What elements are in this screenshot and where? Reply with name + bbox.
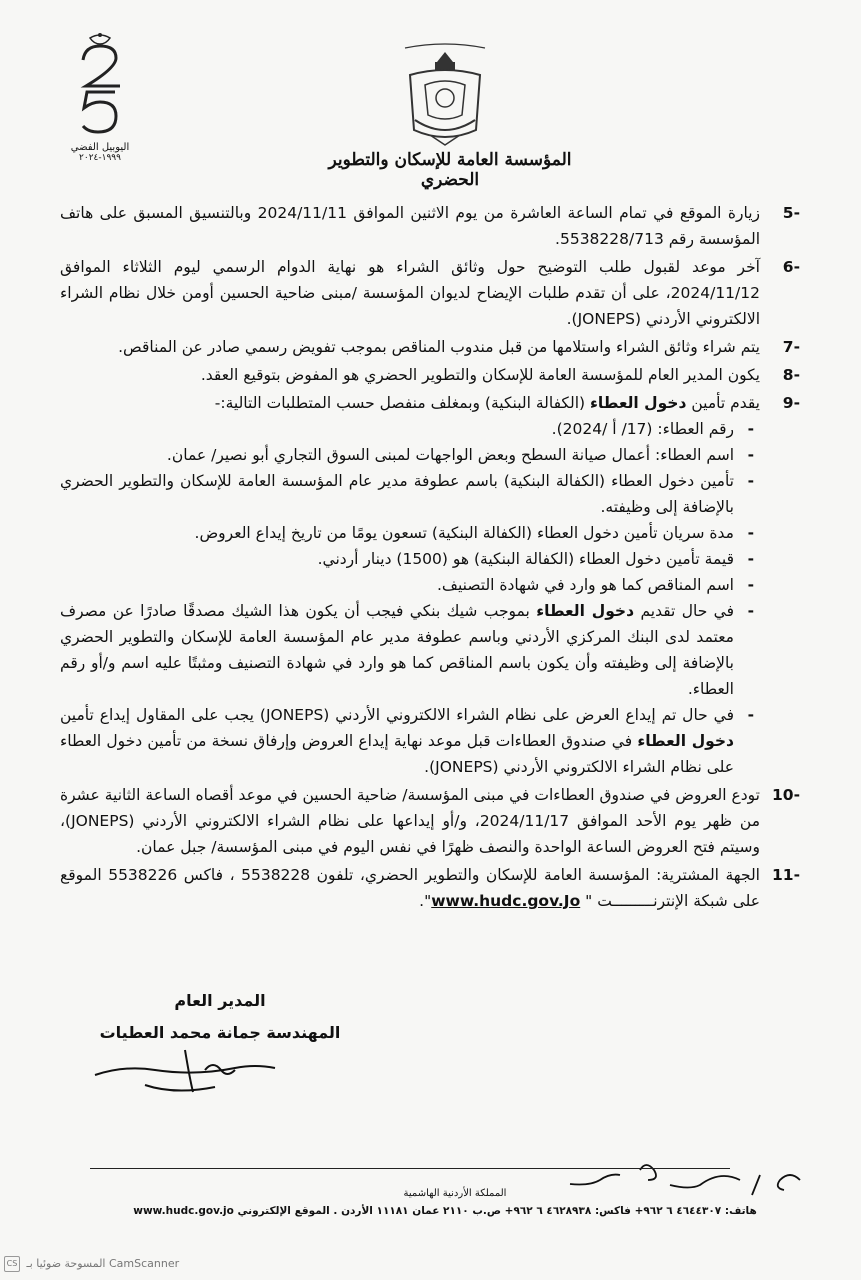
jubilee-logo <box>55 30 145 170</box>
list-item: - اسم العطاء: أعمال صيانة السطح وبعض الواجهات لمبنى السوق التجاري أبو نصير/ عمان. <box>60 442 760 468</box>
list-item-text-bold: دخول العطاء <box>536 602 635 620</box>
list-item: - رقم العطاء: (17/ أ /2024). <box>60 416 760 442</box>
royal-crest <box>395 40 495 150</box>
item-text-bold: دخول العطاء <box>590 394 687 412</box>
item-text: يكون المدير العام للمؤسسة العامة للإسكان والتطوير الحضري هو المفوض بتوقيع العقد. <box>200 366 760 384</box>
jubilee-25-icon <box>65 30 135 140</box>
item-number: -10 <box>771 786 800 804</box>
item-9 <box>60 390 800 780</box>
scanner-watermark <box>4 1256 179 1272</box>
footer-divider <box>90 1168 730 1169</box>
coat-of-arms-icon <box>395 40 495 150</box>
item-6 <box>60 254 800 332</box>
item-text: يتم شراء وثائق الشراء واستلامها من قبل مندوب المناقص بموجب تفويض رسمي صادر عن المناقص. <box>118 338 760 356</box>
handwritten-signature <box>85 1030 285 1100</box>
camscanner-icon: CS <box>4 1256 20 1272</box>
item-text: (الكفالة البنكية) وبمغلف منفصل حسب المتطلبات التالية:- <box>214 394 586 412</box>
item-5 <box>60 200 800 252</box>
signatory-title: المدير العام <box>174 991 266 1010</box>
organization-name: المؤسسة العامة للإسكان والتطوير الحضري <box>328 150 572 190</box>
item-8 <box>60 362 800 388</box>
list-item: - قيمة تأمين دخول العطاء (الكفالة البنكية) هو (1500) دينار أردني. <box>60 546 760 572</box>
signatory-name: المهندسة جمانة محمد العطيات <box>99 1023 341 1042</box>
footer-website-link[interactable]: www.hudc.gov.jo <box>133 1205 234 1217</box>
item-number: -7 <box>782 338 800 356</box>
item-number: -6 <box>782 258 800 276</box>
list-item <box>60 598 760 702</box>
item-11 <box>60 862 800 914</box>
list-item <box>60 702 760 780</box>
item-number: -5 <box>782 204 800 222</box>
requirements-list <box>60 416 760 780</box>
jubilee-text: اليوبيل الفضي <box>70 142 130 153</box>
website-link[interactable]: www.hudc.gov.Jo <box>431 892 581 910</box>
list-item-text-bold: دخول العطاء <box>637 732 734 750</box>
jubilee-years: ١٩٩٩-٢٠٢٤ <box>79 153 121 163</box>
item-7 <box>60 334 800 360</box>
list-item-text: في حال تم إيداع العرض على نظام الشراء الالكتروني الأردني (JONEPS) يجب على المقاول إيداع تأمين <box>60 706 734 724</box>
item-text: ". <box>419 892 432 910</box>
item-number: -11 <box>771 866 800 884</box>
footer-initials <box>560 1150 810 1200</box>
item-text: آخر موعد لقبول طلب التوضيح حول وثائق الشراء هو نهاية الدوام الرسمي ليوم الثلاثاء الموافق 2024/11/12، على أن تقدم طلبات الإيضاح لديوان المؤسسة /مبنى ضاحية الحسين أومن خلال نظام الشراء الالكتروني الأردني (JONEPS). <box>60 258 760 328</box>
kingdom-label: المملكة الأردنية الهاشمية <box>403 1188 507 1199</box>
list-item: - تأمين دخول العطاء (الكفالة البنكية) باسم عطوفة مدير عام المؤسسة العامة للإسكان والتطوير الحضري بالإضافة إلى وظيفته. <box>60 468 760 520</box>
item-number: -8 <box>782 366 800 384</box>
item-text: تودع العروض في صندوق العطاءات في مبنى المؤسسة/ ضاحية الحسين في موعد أقصاه الساعة الثانية عشرة من ظهر يوم الأحد الموافق 2024/11/17، و/أو إيداعها على نظام الشراء الالكتروني الأردني (JONEPS)، وسيتم فتح العروض الساعة الواحدة والنصف ظهرًا في نفس اليوم في مبنى المؤسسة/ جبل عمان. <box>60 786 760 856</box>
list-item-text: في صندوق العطاءات قبل موعد نهاية إيداع العروض وإرفاق نسخة من تأمين دخول العطاء على نظام الشراء الالكتروني الأردني (JONEPS). <box>60 732 734 776</box>
footer-contacts <box>120 1205 770 1217</box>
item-text: الجهة المشترية: المؤسسة العامة للإسكان والتطوير الحضري، تلفون 5538228 ، فاكس 5538226 الموقع على شبكة الإنترنـــــــــت " <box>60 866 760 910</box>
list-item-text: في حال تقديم <box>640 602 734 620</box>
item-text: زيارة الموقع في تمام الساعة العاشرة من يوم الاثنين الموافق 2024/11/11 وبالتنسيق المسبق على هاتف المؤسسة رقم 5538228/713. <box>60 204 761 248</box>
list-item: - اسم المناقص كما هو وارد في شهادة التصنيف. <box>60 572 760 598</box>
contact-details: هاتف: ٤٦٤٤٣٠٧ ٦ ٩٦٢+ فاكس: ٤٦٢٨٩٣٨ ٦ ٩٦٢+ ص.ب ٢١١٠ عمان ١١١٨١ الأردن . الموقع الإلكتروني <box>237 1205 757 1217</box>
item-text: يقدم تأمين <box>691 394 760 412</box>
scanner-text: المسوحة ضوئيا بـ CamScanner <box>26 1257 180 1270</box>
list-item-text: بموجب شيك بنكي فيجب أن يكون هذا الشيك مصدقًا صادرًا عن مصرف معتمد لدى البنك المركزي الأردني وباسم عطوفة مدير عام المؤسسة العامة للإسكان والتطوير الحضري بالإضافة إلى وظيفته وأن يكون باسم المناقص كما هو وارد في شهادة التصنيف ومثبتًا عليه اسم و/أو رقم العطاء. <box>60 602 734 698</box>
item-number: -9 <box>782 394 800 412</box>
document-body <box>60 200 800 916</box>
item-10 <box>60 782 800 860</box>
list-item: - مدة سريان تأمين دخول العطاء (الكفالة البنكية) تسعون يومًا من تاريخ إيداع العروض. <box>60 520 760 546</box>
